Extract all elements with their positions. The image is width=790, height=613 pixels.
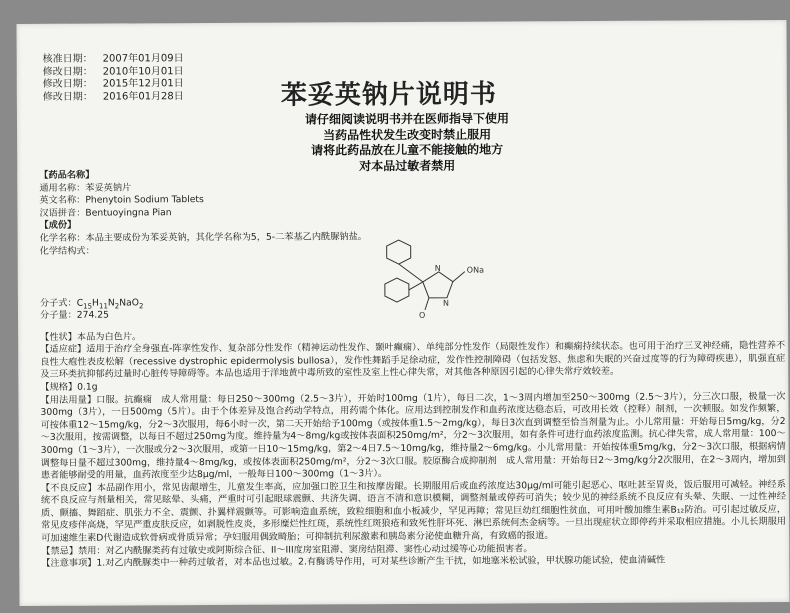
character-section: 【性状】本品为白色片。 <box>40 330 142 343</box>
package-insert-sheet <box>16 20 789 606</box>
revision-dates <box>43 53 184 104</box>
document-title: 苯妥英钠片说明书 <box>280 79 497 111</box>
indications-section: 【适应症】适用于治疗全身强直-阵挛性发作、复杂部分性发作（精神运动性发作、颞叶癫痫）、单纯部分性发作（局限性发作）和癫痫持续状态。也可用于治疗三叉神经痛，隐性营养不良性大疱性表皮松解（recessive dystrophic epidermolysis bullosa），发作性舞蹈手足徐动症，发作性控制障碍（包括发怒、焦虑和失眠的兴奋过度等的行为障碍疾患），肌强直症及三环类抗抑郁药过量时心脏传导障碍等。本品也适用于洋地黄中毒所致的室性及室上性心律失常，对其他各种原因引起的心律失常疗效较差。 <box>40 340 786 381</box>
warning-line: 请将此药品放在儿童不能接触的地方 <box>311 142 504 158</box>
molecular-weight: 分子量：274.25 <box>39 309 109 321</box>
warning-line: 请仔细阅读说明书并在医师指导下使用 <box>304 111 510 127</box>
revision-row: 核准日期： 2007年01月09日 <box>42 53 184 65</box>
adverse-section: 【不良反应】本品副作用小，常见齿龈增生，儿童发生率高，应加强口腔卫生和按摩齿龈。长期服用后或血药浓度达30μg/ml可能引起恶心、呕吐甚至胃炎，饭后服用可减轻。神经系统不良反应与剂量相关，常见眩晕、头痛，严重时可引起眼球震颤、共济失调、语言不清和意识模糊，调整剂量或停药可消失；较少见的神经系统不良反应有头晕、失眠、一过性神经质、颤搐、舞蹈症、肌张力不全、震颤、扑翼样震颤等。可影响造血系统，致粒细胞和血小板减少，罕见再障；常见巨幼红细胞性贫血，可用叶酸加维生素B₁₂防治。可引起过敏反应，常见皮疹伴高烧，罕见严重皮肤反应，如剥脱性皮炎，多形糜烂性红斑，系统性红斑狼疮和致死性肝坏死、淋巴系统何杰金病等。一旦出现症状立即停药并采取相应措施。小儿长期服用可加速维生素D代谢造成软骨病或骨质异常；孕妇服用偶致畸胎；可抑制抗利尿激素和胰岛素分泌使血糖升高，有致癌的报道。 <box>40 478 787 544</box>
common-name: 通用名称：苯妥英钠片 <box>39 182 132 194</box>
english-name: 英文名称：Phenytoin Sodium Tablets <box>39 194 204 207</box>
o-label: O <box>418 310 426 320</box>
pinyin-name: 汉语拼音：Bentuoyingna Pian <box>39 206 172 219</box>
structural-formula <box>365 237 485 322</box>
insert-content <box>39 166 786 571</box>
precautions-section: 【注意事项】1.对乙内酰脲类中一种药过敏者，对本品也过敏。2.有酶诱导作用，可对某些诊断产生干扰，如地塞米松试验，甲状腺功能试验，使血清碱性 <box>41 554 666 570</box>
ona-label: ONa <box>466 265 484 275</box>
spec-section: 【规格】0.1g <box>40 381 98 393</box>
revision-row: 修改日期： 2016年01月28日 <box>42 90 184 103</box>
section-head-composition: 【成份】 <box>39 220 77 232</box>
chemical-name: 化学名称：本品主要成份为苯妥英钠，其化学名称为5，5-二苯基乙内酰脲钠盐。 <box>39 231 368 244</box>
n-label: N <box>442 298 449 308</box>
revision-row: 修改日期： 2010年10月01日 <box>42 65 184 78</box>
structure-area <box>40 242 785 332</box>
contraindications-section: 【禁忌】禁用：对乙内酰脲类药有过敏史或阿斯综合征、II～III度房室阻滞、窦房结阻滞、窦性心动过缓等心功能损害者。 <box>41 542 533 557</box>
structure-label: 化学结构式： <box>39 245 95 257</box>
dosage-section: 【用法用量】口服。抗癫痫 成人常用量：每日250～300mg（2.5～3片），开始时100mg（1片），每日二次，1～3周内增加至250～300mg（2.5～3片），分三次口服，极量一次300mg（3片），一日500mg（5片）。由于个体差异及饱合药动学特点，用药需个体化。应用达到控制发作和血药浓度达稳态后，可改用长效（控释）制剂，一次顿服。如发作频繁，可按体重12～15mg/kg，分2～3次服用，每6小时一次，第二天开始给予100mg（或按体重1.5～2mg/kg），每日3次直到调整至恰当剂量为止。小儿常用量：开始每日5mg/kg，分2～3次服用，按需调整，以每日不超过250mg为度。维持量为4～8mg/kg或按体表面积250mg/m²，分2～3次服用，如有条件可进行血药浓度监测。抗心律失常，成人常用量：100～300mg（1～3片），一次服或分2～3次服用，或第一日10～15mg/kg，第2～4日7.5～10mg/kg，维持量2～6mg/kg。小儿常用量：开始按体重5mg/kg，分2～3次口服，根据病情调整每日量不超过300mg，维持量4～8mg/kg，或按体表面积250mg/m²，分2～3次口服。胶原酶合成抑制剂 成人常用量：开始每日2～3mg/kg分2次服用，在2～3周内，增加到患者能够耐受的用量，血药浓度至少达8μg/ml，一般每日100～300mg（1～3片）。 <box>40 390 786 481</box>
warning-line: 对本品过敏者禁用 <box>359 158 456 173</box>
section-head-name: 【药品名称】 <box>39 169 95 181</box>
n-label: N <box>434 263 441 273</box>
revision-row: 修改日期： 2015年12月01日 <box>42 78 184 90</box>
warning-block <box>227 111 587 175</box>
warning-line: 当药品性状发生改变时禁止服用 <box>323 127 492 142</box>
molecular-formula: 分子式：$C_{15}H_{11}N_2NaO_2$ <box>39 296 144 311</box>
